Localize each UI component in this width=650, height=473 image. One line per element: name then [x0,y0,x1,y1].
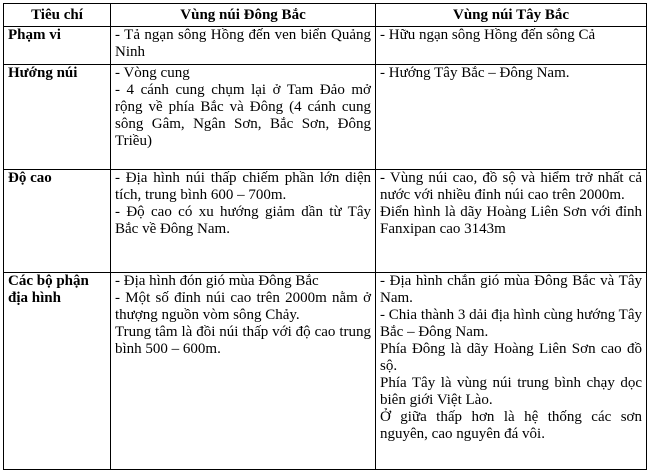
criteria-terrain-parts: Các bộ phận địa hình [4,273,111,470]
text-line: - Hữu ngạn sông Hồng đến sông Cả [380,27,596,43]
text-line: Phía Tây là vùng núi trung bình chạy dọc biên giới Việt Lào. [380,375,642,408]
text-line: - Độ cao có xu hướng giảm dần từ Tây Bắc về Đông Nam. [115,204,371,237]
text-line: - Hướng Tây Bắc – Đông Nam. [380,65,570,81]
criteria-altitude: Độ cao [4,170,111,273]
row-scope [4,27,647,65]
text-line: - Vùng núi cao, đồ sộ và hiểm trở nhất cả nước với nhiều đỉnh núi cao trên 2000m. [380,170,642,203]
text-line: - Địa hình đón gió mùa Đông Bắc [115,273,319,289]
header-row [4,4,647,27]
text-line: Điển hình là dãy Hoàng Liên Sơn với đỉnh Fanxipan cao 3143m [380,204,642,237]
cell-northeast-scope [111,27,376,65]
criteria-direction: Hướng núi [4,65,111,170]
cell-northeast-terrain-parts [111,273,376,470]
cell-northwest-terrain-parts [376,273,647,470]
text-line: - Địa hình chắn gió mùa Đông Bắc và Tây Nam. [380,273,642,306]
text-line: - Tả ngạn sông Hồng đến ven biển Quảng Ninh [115,27,371,60]
text-line: - Một số đỉnh núi cao trên 2000m nằm ở thượng nguồn vòm sông Chảy. [115,290,371,323]
header-northwest: Vùng núi Tây Bắc [376,4,647,27]
row-terrain-parts [4,273,647,470]
row-altitude [4,170,647,273]
cell-northwest-altitude [376,170,647,273]
cell-northwest-direction [376,65,647,170]
text-line: - Vòng cung [115,65,190,81]
text-line: - Chia thành 3 dải địa hình cùng hướng Tây Bắc – Đông Nam. [380,307,642,340]
text-line: Phía Đông là dãy Hoàng Liên Sơn cao đồ sộ. [380,341,642,374]
header-northeast: Vùng núi Đông Bắc [111,4,376,27]
text-line: - 4 cánh cung chụm lại ở Tam Đảo mở rộng về phía Bắc và Đông (4 cánh cung sông Gâm, Ngân Sơn, Bắc Sơn, Đông Triều) [115,82,371,149]
criteria-scope: Phạm vi [4,27,111,65]
cell-northeast-direction [111,65,376,170]
text-line: Ở giữa thấp hơn là hệ thống các sơn nguyên, cao nguyên đá vôi. [380,409,642,442]
comparison-table [3,3,647,470]
row-direction [4,65,647,170]
text-line: - Địa hình núi thấp chiếm phần lớn diện tích, trung bình 600 – 700m. [115,170,371,203]
cell-northwest-scope [376,27,647,65]
cell-northeast-altitude [111,170,376,273]
text-line: Trung tâm là đồi núi thấp với độ cao trung bình 500 – 600m. [115,324,371,357]
header-criteria: Tiêu chí [4,4,111,27]
